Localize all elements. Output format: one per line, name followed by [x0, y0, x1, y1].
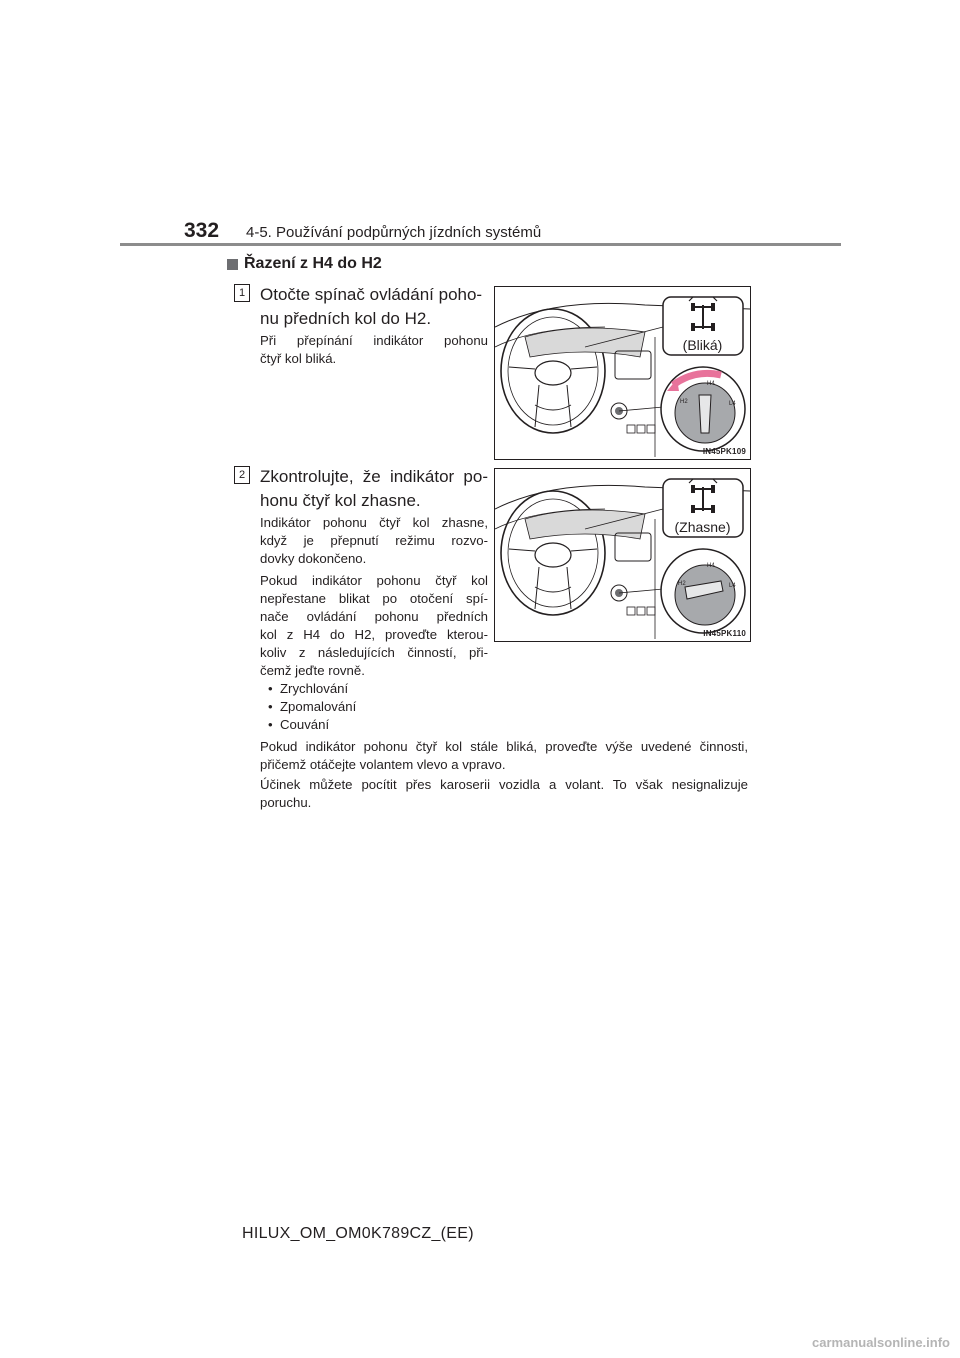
figure-1 — [494, 286, 751, 460]
figure-1-code: IN45PK109 — [702, 447, 746, 456]
page-number: 332 — [184, 219, 220, 242]
step-number-1: 1 — [234, 284, 250, 302]
step-2-body-2-line-6: čemž jeďte rovně. — [260, 663, 365, 678]
section-square-icon — [227, 259, 238, 270]
dashboard-illustration-2 — [495, 469, 750, 641]
step-2-body-2-line-4: kol z H4 do H2, proveďte kterou- — [260, 627, 488, 642]
figure-2 — [494, 468, 751, 642]
step-2-body-1-line-1: Indikátor pohonu čtyř kol zhasne, — [260, 515, 488, 530]
action-list — [266, 680, 356, 734]
note-2: Účinek můžete pocítit přes karoserii vozidla a volant. To však nesignalizuje poruchu. — [260, 777, 748, 810]
svg-text:H4: H4 — [707, 563, 715, 569]
header-rule — [120, 243, 841, 246]
callout-label-2: (Zhasne) — [674, 519, 731, 535]
svg-text:H2: H2 — [678, 581, 686, 587]
step-1-body-line-2: čtyř kol bliká. — [260, 351, 337, 366]
watermark: carmanualsonline.info — [812, 1335, 950, 1350]
step-2-line-1: Zkontrolujte, že indikátor po- — [260, 467, 488, 486]
step-2-body-2-line-5: koliv z následujících činností, při- — [260, 645, 488, 660]
list-item: • Zpomalování — [266, 698, 356, 716]
step-2-body-2-line-2: nepřestane blikat po otočení spí- — [260, 591, 488, 606]
footer-doc-code: HILUX_OM_OM0K789CZ_(EE) — [242, 1225, 474, 1242]
step-2-text — [260, 465, 488, 513]
step-2-body-1 — [260, 514, 488, 568]
step-1-text — [260, 283, 488, 331]
section-title-text: Řazení z H4 do H2 — [244, 255, 382, 272]
callout-label-1: (Bliká) — [682, 337, 723, 353]
step-2-body-1-line-3: dovky dokončeno. — [260, 551, 367, 566]
svg-text:L4: L4 — [729, 401, 736, 407]
step-number-2: 2 — [234, 466, 250, 484]
step-2-body-2 — [260, 572, 488, 680]
svg-text:H4: H4 — [707, 381, 715, 387]
step-2-body-1-line-2: když je přepnutí režimu rozvo- — [260, 533, 488, 548]
figure-2-code: IN45PK110 — [703, 629, 746, 638]
note-1: Pokud indikátor pohonu čtyř kol stále bliká, proveďte výše uvedené činnosti, přičemž otáčejte volantem vlevo a vpravo. — [260, 739, 748, 772]
step-1-line-1: Otočte spínač ovládání poho- — [260, 285, 483, 304]
step-1-body-line-1: Při přepínání indikátor pohonu — [260, 333, 488, 348]
section-title — [227, 255, 382, 273]
step-1-body — [260, 332, 488, 368]
svg-text:H2: H2 — [680, 399, 688, 405]
step-2-body-2-line-1: Pokud indikátor pohonu čtyř kol — [260, 573, 488, 588]
step-2-line-2: honu čtyř kol zhasne. — [260, 491, 421, 510]
dashboard-illustration-1 — [495, 287, 750, 459]
list-item: • Zrychlování — [266, 680, 356, 698]
step-2-body-2-line-3: nače ovládání pohonu předních — [260, 609, 488, 624]
step-1-line-2: nu předních kol do H2. — [260, 309, 432, 328]
svg-text:L4: L4 — [729, 583, 736, 589]
list-item: • Couvání — [266, 716, 356, 734]
chapter-title: 4-5. Používání podpůrných jízdních systémů — [246, 224, 542, 241]
